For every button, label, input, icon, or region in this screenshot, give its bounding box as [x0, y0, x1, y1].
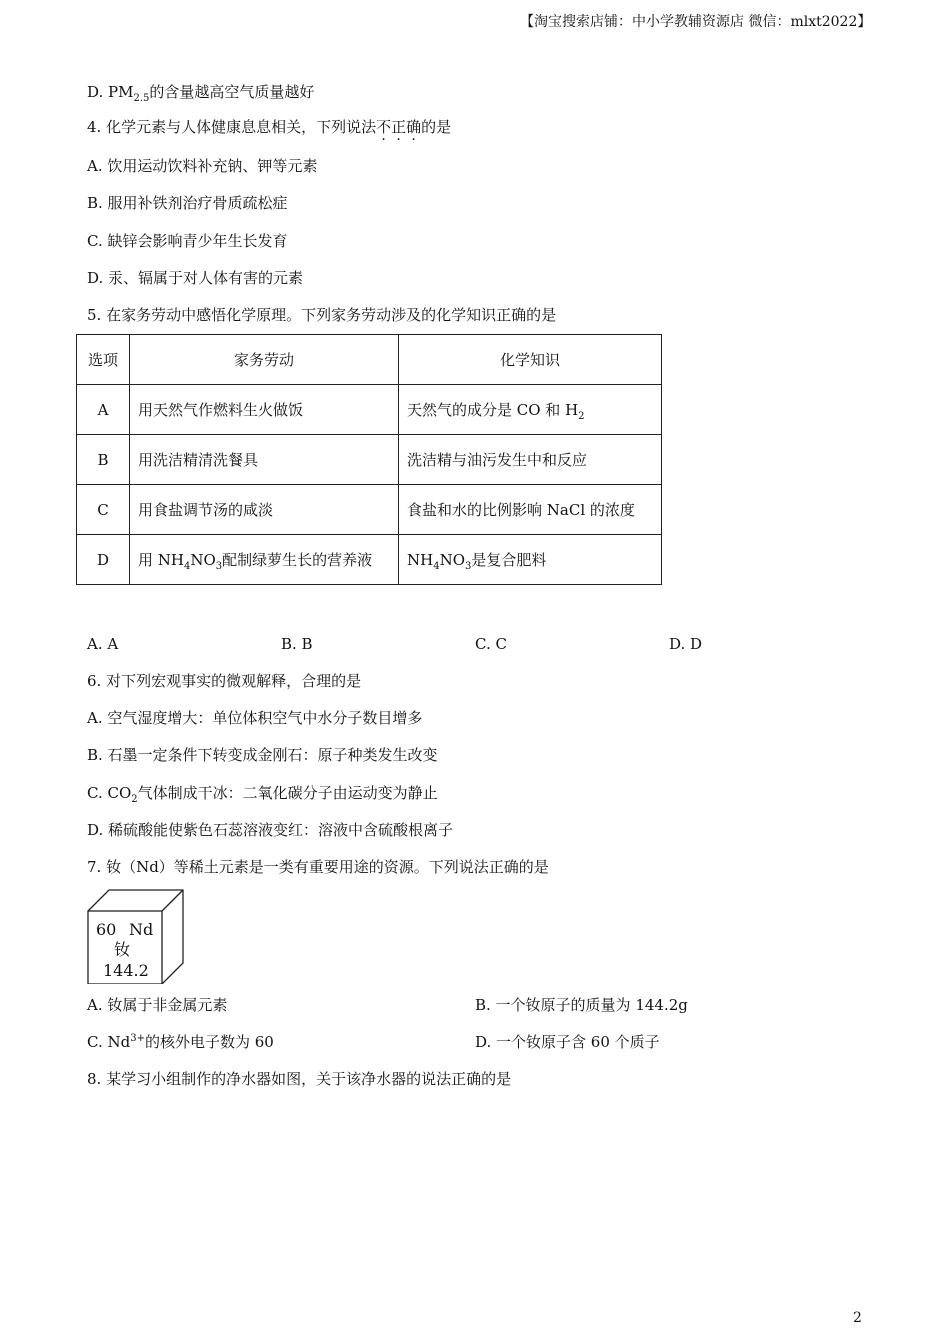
table-cell-option: B [77, 435, 130, 485]
table-cell-labor: 用天然气作燃料生火做饭 [130, 385, 399, 435]
table-cell-knowledge: 天然气的成分是 CO 和 $H_2$ [399, 385, 662, 435]
element-card [86, 888, 186, 984]
q7-option-c: C. $Nd^{3+}$的核外电子数为 60 [87, 1033, 274, 1051]
table-cell-labor: 用洗洁精清洗餐具 [130, 435, 399, 485]
q5-stem: 5. 在家务劳动中感悟化学原理。下列家务劳动涉及的化学知识正确的是 [87, 306, 557, 324]
table-cell-option: A [77, 385, 130, 435]
element-symbol: Nd [129, 920, 154, 939]
page-number: 2 [853, 1310, 862, 1326]
q5-answer-d: D. D [669, 635, 703, 653]
table-row [77, 485, 662, 535]
element-number: 60 [96, 920, 117, 939]
table-cell-knowledge: 食盐和水的比例影响 NaCl 的浓度 [399, 485, 662, 535]
q4-option-c: C. 缺锌会影响青少年生长发育 [87, 232, 288, 250]
table-cell-knowledge: 洗洁精与油污发生中和反应 [399, 435, 662, 485]
q7-option-a: A. 钕属于非金属元素 [87, 996, 228, 1014]
q7-option-b: B. 一个钕原子的质量为 144.2g [475, 996, 688, 1014]
page-header: 【淘宝搜索店铺：中小学教辅资源店 微信：mlxt2022】 [520, 14, 872, 30]
table-row [77, 385, 662, 435]
table-header-cell: 家务劳动 [130, 335, 399, 385]
q3-option-d: D. $PM_{2.5}$的含量越高空气质量越好 [87, 83, 315, 104]
table-cell-labor: 用食盐调节汤的咸淡 [130, 485, 399, 535]
table-header-row [77, 335, 662, 385]
table-cell-labor: 用 $NH_4NO_3$配制绿萝生长的营养液 [130, 535, 399, 585]
q4-option-a: A. 饮用运动饮料补充钠、钾等元素 [87, 157, 318, 175]
table-row [77, 535, 662, 585]
q4-option-d: D. 汞、镉属于对人体有害的元素 [87, 269, 304, 287]
q6-option-d: D. 稀硫酸能使紫色石蕊溶液变红：溶液中含硫酸根离子 [87, 821, 454, 839]
table-cell-option: C [77, 485, 130, 535]
q8-stem: 8. 某学习小组制作的净水器如图，关于该净水器的说法正确的是 [87, 1070, 512, 1088]
q6-stem: 6. 对下列宏观事实的微观解释，合理的是 [87, 672, 362, 690]
table-header-cell: 选项 [77, 335, 130, 385]
q5-answer-c: C. C [475, 635, 507, 653]
q4-option-b: B. 服用补铁剂治疗骨质疏松症 [87, 194, 288, 212]
q6-option-a: A. 空气湿度增大：单位体积空气中水分子数目增多 [87, 709, 423, 727]
q7-option-d: D. 一个钕原子含 60 个质子 [475, 1033, 660, 1051]
table-header-cell: 化学知识 [399, 335, 662, 385]
q6-option-b: B. 石墨一定条件下转变成金刚石：原子种类发生改变 [87, 746, 438, 764]
q7-stem: 7. 钕（Nd）等稀土元素是一类有重要用途的资源。下列说法正确的是 [87, 858, 549, 876]
q5-table [76, 334, 662, 585]
q5-answer-a: A. A [87, 635, 119, 653]
table-row [77, 435, 662, 485]
q6-option-c: C. $CO_2$气体制成干冰：二氧化碳分子由运动变为静止 [87, 784, 438, 805]
table-cell-knowledge: $NH_4NO_3$是复合肥料 [399, 535, 662, 585]
q5-answer-b: B. B [281, 635, 313, 653]
element-name: 钕 [114, 940, 131, 959]
element-mass: 144.2 [103, 961, 149, 980]
table-cell-option: D [77, 535, 130, 585]
q4-stem: 4. 化学元素与人体健康息息相关，下列说法不正确的是 [87, 118, 452, 136]
